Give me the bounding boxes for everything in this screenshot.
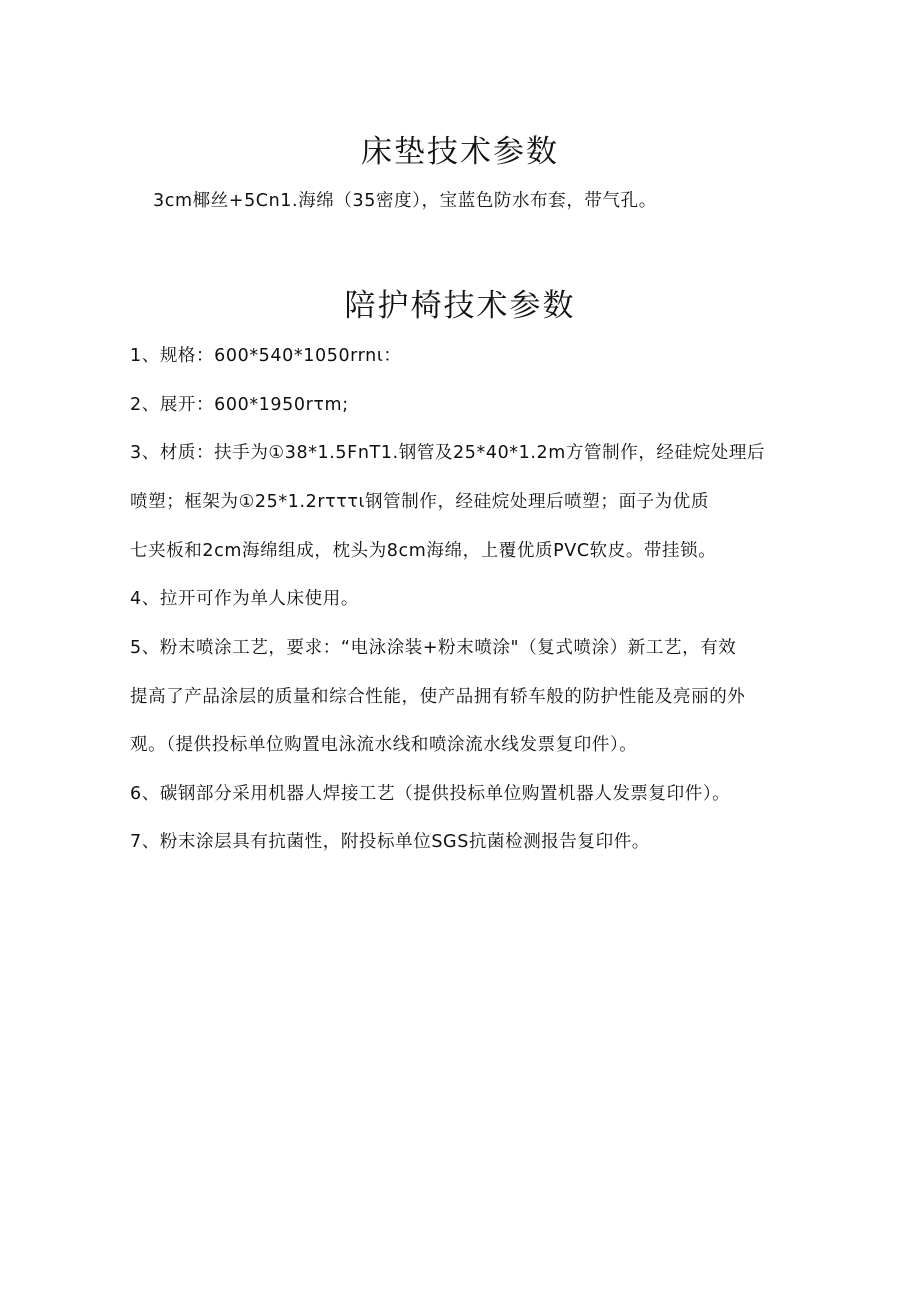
- spec-item-material-cont: 七夹板和2cm海绵组成，枕头为8cm海绵，上覆优质PVC软皮。带挂锁。: [130, 541, 717, 561]
- spec-item-material-cont: 喷塑；框架为①25*1.2rτττι钢管制作，经硅烷处理后喷塑；面子为优质: [130, 492, 709, 512]
- chair-spec-title: 陪护椅技术参数: [344, 288, 576, 324]
- spec-item-coating-cont: 提高了产品涂层的质量和综合性能，使产品拥有轿车般的防护性能及亮丽的外: [130, 687, 746, 707]
- spec-item-coating-cont: 观。（提供投标单位购置电泳流水线和喷涂流水线发票复印件）。: [130, 735, 638, 755]
- mattress-spec-title: 床垫技术参数: [361, 134, 559, 170]
- spec-item-coating: 5、粉末喷涂工艺，要求：“电泳涂装+粉末喷涂"（复式喷涂）新工艺，有效: [130, 638, 737, 658]
- spec-item-antibacterial: 7、粉末涂层具有抗菌性，附投标单位SGS抗菌检测报告复印件。: [130, 832, 650, 852]
- spec-item-size: 1、规格：600*540*1050rrnι：: [130, 346, 402, 366]
- spec-item-welding: 6、碳钢部分采用机器人焊接工艺（提供投标单位购置机器人发票复印件）。: [130, 784, 731, 804]
- spec-item-material: 3、材质：扶手为①38*1.5FnT1.钢管及25*40*1.2m方管制作，经硅烷处理后: [130, 443, 766, 463]
- spec-item-unfolded: 2、展开：600*1950rτm;: [130, 395, 349, 415]
- mattress-spec-description: 3cm椰丝+5Cn1.海绵（35密度），宝蓝色防水布套，带气孔。: [153, 191, 657, 211]
- spec-item-bed-use: 4、拉开可作为单人床使用。: [130, 589, 359, 609]
